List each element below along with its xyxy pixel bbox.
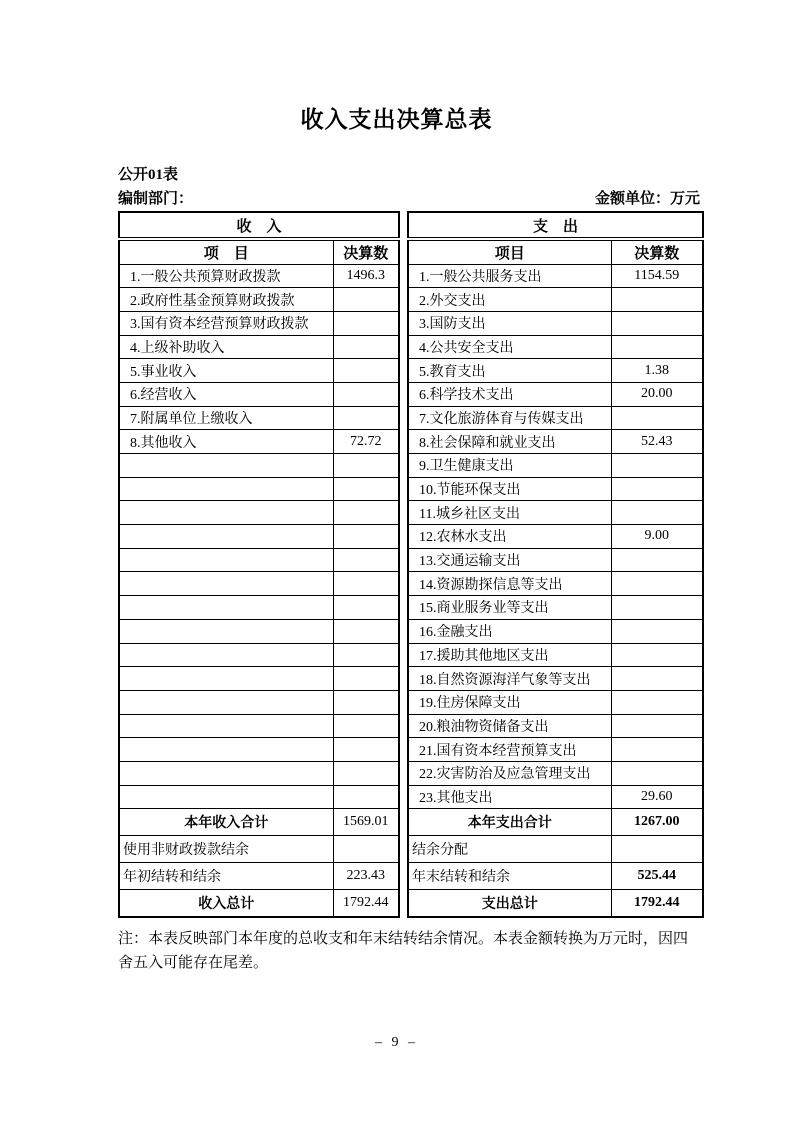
item-label	[119, 596, 333, 620]
income-nonfiscal-label: 使用非财政拨款结余	[119, 836, 333, 863]
item-value: 72.72	[333, 430, 399, 454]
item-value: 29.60	[611, 785, 703, 809]
item-label: 8.社会保障和就业支出	[408, 430, 611, 454]
expenditure-carryover-row	[408, 863, 703, 890]
item-label: 12.农林水支出	[408, 525, 611, 549]
amount-unit-label: 金额单位：万元	[594, 191, 700, 207]
table-row	[119, 738, 399, 762]
item-label: 7.文化旅游体育与传媒支出	[408, 406, 611, 430]
income-total-label: 本年收入合计	[119, 809, 333, 836]
item-label: 4.公共安全支出	[408, 335, 611, 359]
table-row	[119, 477, 399, 501]
table-row	[119, 311, 399, 335]
table-row	[408, 785, 703, 809]
item-value	[333, 525, 399, 549]
item-label	[119, 714, 333, 738]
table-row	[119, 430, 399, 454]
item-label: 20.粮油物资储备支出	[408, 714, 611, 738]
amount-column-header: 决算数	[611, 239, 703, 264]
item-label: 16.金融支出	[408, 619, 611, 643]
expenditure-carryover-value: 525.44	[611, 863, 703, 890]
table-row	[119, 382, 399, 406]
table-row	[119, 548, 399, 572]
item-column-header: 项目	[408, 239, 611, 264]
expenditure-total-row	[408, 809, 703, 836]
table-row	[408, 714, 703, 738]
item-label	[119, 454, 333, 478]
income-column-headers	[119, 239, 399, 264]
item-value	[611, 548, 703, 572]
table-row	[119, 572, 399, 596]
table-row	[408, 311, 703, 335]
item-value	[333, 596, 399, 620]
income-section-header	[119, 212, 399, 239]
expenditure-table	[407, 211, 704, 918]
table-row	[119, 264, 399, 288]
table-row	[119, 359, 399, 383]
expenditure-distribution-row	[408, 836, 703, 863]
expenditure-total-label: 本年支出合计	[408, 809, 611, 836]
table-row	[119, 619, 399, 643]
table-row	[408, 761, 703, 785]
item-value	[611, 667, 703, 691]
item-label: 1.一般公共预算财政拨款	[119, 264, 333, 288]
amount-column-header: 决算数	[333, 239, 399, 264]
item-value	[333, 643, 399, 667]
table-row	[408, 406, 703, 430]
item-value	[333, 690, 399, 714]
item-label: 17.援助其他地区支出	[408, 643, 611, 667]
item-label: 15.商业服务业等支出	[408, 596, 611, 620]
income-grand-total-label: 收入总计	[119, 890, 333, 917]
table-row	[119, 501, 399, 525]
item-label	[119, 643, 333, 667]
item-label	[119, 761, 333, 785]
table-row	[408, 643, 703, 667]
expenditure-distribution-value	[611, 836, 703, 863]
table-row	[408, 454, 703, 478]
page-number: – 9 –	[375, 1035, 418, 1050]
item-value	[333, 714, 399, 738]
table-row	[408, 477, 703, 501]
item-label: 5.教育支出	[408, 359, 611, 383]
expenditure-distribution-label: 结余分配	[408, 836, 611, 863]
income-carryover-value: 223.43	[333, 863, 399, 890]
table-row	[119, 454, 399, 478]
table-row	[119, 714, 399, 738]
item-value	[611, 761, 703, 785]
item-label: 21.国有资本经营预算支出	[408, 738, 611, 762]
item-label	[119, 667, 333, 691]
item-value	[611, 619, 703, 643]
item-label: 2.政府性基金预算财政拨款	[119, 288, 333, 312]
item-label: 1.一般公共服务支出	[408, 264, 611, 288]
expenditure-grand-total-value: 1792.44	[611, 890, 703, 917]
table-row	[408, 548, 703, 572]
item-label: 4.上级补助收入	[119, 335, 333, 359]
table-row	[408, 619, 703, 643]
item-value	[611, 454, 703, 478]
income-header-label: 收 入	[119, 212, 399, 239]
table-row	[408, 264, 703, 288]
meta-row	[118, 187, 700, 208]
item-value	[333, 477, 399, 501]
item-value	[333, 501, 399, 525]
table-row	[119, 525, 399, 549]
item-value	[333, 572, 399, 596]
table-row	[408, 501, 703, 525]
item-value	[611, 406, 703, 430]
item-label	[119, 572, 333, 596]
item-value: 1.38	[611, 359, 703, 383]
expenditure-total-value: 1267.00	[611, 809, 703, 836]
income-nonfiscal-row	[119, 836, 399, 863]
item-value: 52.43	[611, 430, 703, 454]
item-label: 18.自然资源海洋气象等支出	[408, 667, 611, 691]
expenditure-grand-total-row	[408, 890, 703, 917]
item-value	[333, 406, 399, 430]
item-value: 20.00	[611, 382, 703, 406]
item-label	[119, 477, 333, 501]
budget-table	[118, 211, 700, 918]
table-row	[408, 335, 703, 359]
item-label	[119, 548, 333, 572]
item-value	[611, 501, 703, 525]
expenditure-carryover-label: 年末结转和结余	[408, 863, 611, 890]
item-label	[119, 525, 333, 549]
table-row	[119, 785, 399, 809]
item-value: 1496.3	[333, 264, 399, 288]
table-row	[408, 525, 703, 549]
item-value	[333, 548, 399, 572]
income-nonfiscal-value	[333, 836, 399, 863]
table-row	[408, 572, 703, 596]
item-column-header: 项 目	[119, 239, 333, 264]
income-table	[118, 211, 400, 918]
item-label: 19.住房保障支出	[408, 690, 611, 714]
income-carryover-label: 年初结转和结余	[119, 863, 333, 890]
item-value	[611, 572, 703, 596]
prepared-by-label: 编制部门：	[118, 191, 194, 207]
item-value	[611, 643, 703, 667]
table-row	[408, 667, 703, 691]
item-value	[333, 288, 399, 312]
item-value	[333, 335, 399, 359]
item-label: 22.灾害防治及应急管理支出	[408, 761, 611, 785]
item-label	[119, 785, 333, 809]
item-label: 9.卫生健康支出	[408, 454, 611, 478]
table-row	[119, 761, 399, 785]
item-label: 14.资源勘探信息等支出	[408, 572, 611, 596]
item-label: 6.经营收入	[119, 382, 333, 406]
item-value	[333, 311, 399, 335]
item-label	[119, 619, 333, 643]
item-label: 7.附属单位上缴收入	[119, 406, 333, 430]
item-value	[611, 288, 703, 312]
table-row	[119, 596, 399, 620]
item-value	[333, 359, 399, 383]
page-title: 收入支出决算总表	[300, 107, 493, 132]
item-label: 23.其他支出	[408, 785, 611, 809]
item-value: 9.00	[611, 525, 703, 549]
table-row	[119, 288, 399, 312]
item-label	[119, 501, 333, 525]
item-value	[333, 738, 399, 762]
table-row	[408, 288, 703, 312]
item-label: 5.事业收入	[119, 359, 333, 383]
table-row	[408, 738, 703, 762]
item-label: 11.城乡社区支出	[408, 501, 611, 525]
item-value	[611, 714, 703, 738]
item-label: 6.科学技术支出	[408, 382, 611, 406]
item-label	[119, 690, 333, 714]
table-row	[119, 406, 399, 430]
item-value	[611, 690, 703, 714]
item-value	[611, 477, 703, 501]
expenditure-grand-total-label: 支出总计	[408, 890, 611, 917]
table-row	[119, 335, 399, 359]
item-value	[333, 785, 399, 809]
item-value	[611, 738, 703, 762]
income-total-value: 1569.01	[333, 809, 399, 836]
item-label: 2.外交支出	[408, 288, 611, 312]
table-row	[408, 690, 703, 714]
item-label	[119, 738, 333, 762]
footnote: 注：本表反映部门本年度的总收支和年末结转结余情况。本表金额转换为万元时，因四舍五入可能存在尾差。	[118, 930, 689, 972]
table-row	[408, 430, 703, 454]
item-value	[333, 667, 399, 691]
table-code: 公开01表	[118, 167, 179, 183]
item-value	[333, 761, 399, 785]
item-label: 10.节能环保支出	[408, 477, 611, 501]
item-value	[611, 311, 703, 335]
table-row	[119, 643, 399, 667]
table-row	[408, 596, 703, 620]
item-value	[333, 382, 399, 406]
item-value	[333, 454, 399, 478]
expenditure-section-header	[408, 212, 703, 239]
item-value: 1154.59	[611, 264, 703, 288]
income-grand-total-row	[119, 890, 399, 917]
income-total-row	[119, 809, 399, 836]
table-row	[408, 359, 703, 383]
item-label: 13.交通运输支出	[408, 548, 611, 572]
income-grand-total-value: 1792.44	[333, 890, 399, 917]
table-row	[119, 667, 399, 691]
item-label: 8.其他收入	[119, 430, 333, 454]
table-row	[408, 382, 703, 406]
item-label: 3.国有资本经营预算财政拨款	[119, 311, 333, 335]
item-value	[611, 335, 703, 359]
income-carryover-row	[119, 863, 399, 890]
item-value	[333, 619, 399, 643]
item-label: 3.国防支出	[408, 311, 611, 335]
table-row	[119, 690, 399, 714]
expenditure-header-label: 支 出	[408, 212, 703, 239]
expenditure-column-headers	[408, 239, 703, 264]
item-value	[611, 596, 703, 620]
